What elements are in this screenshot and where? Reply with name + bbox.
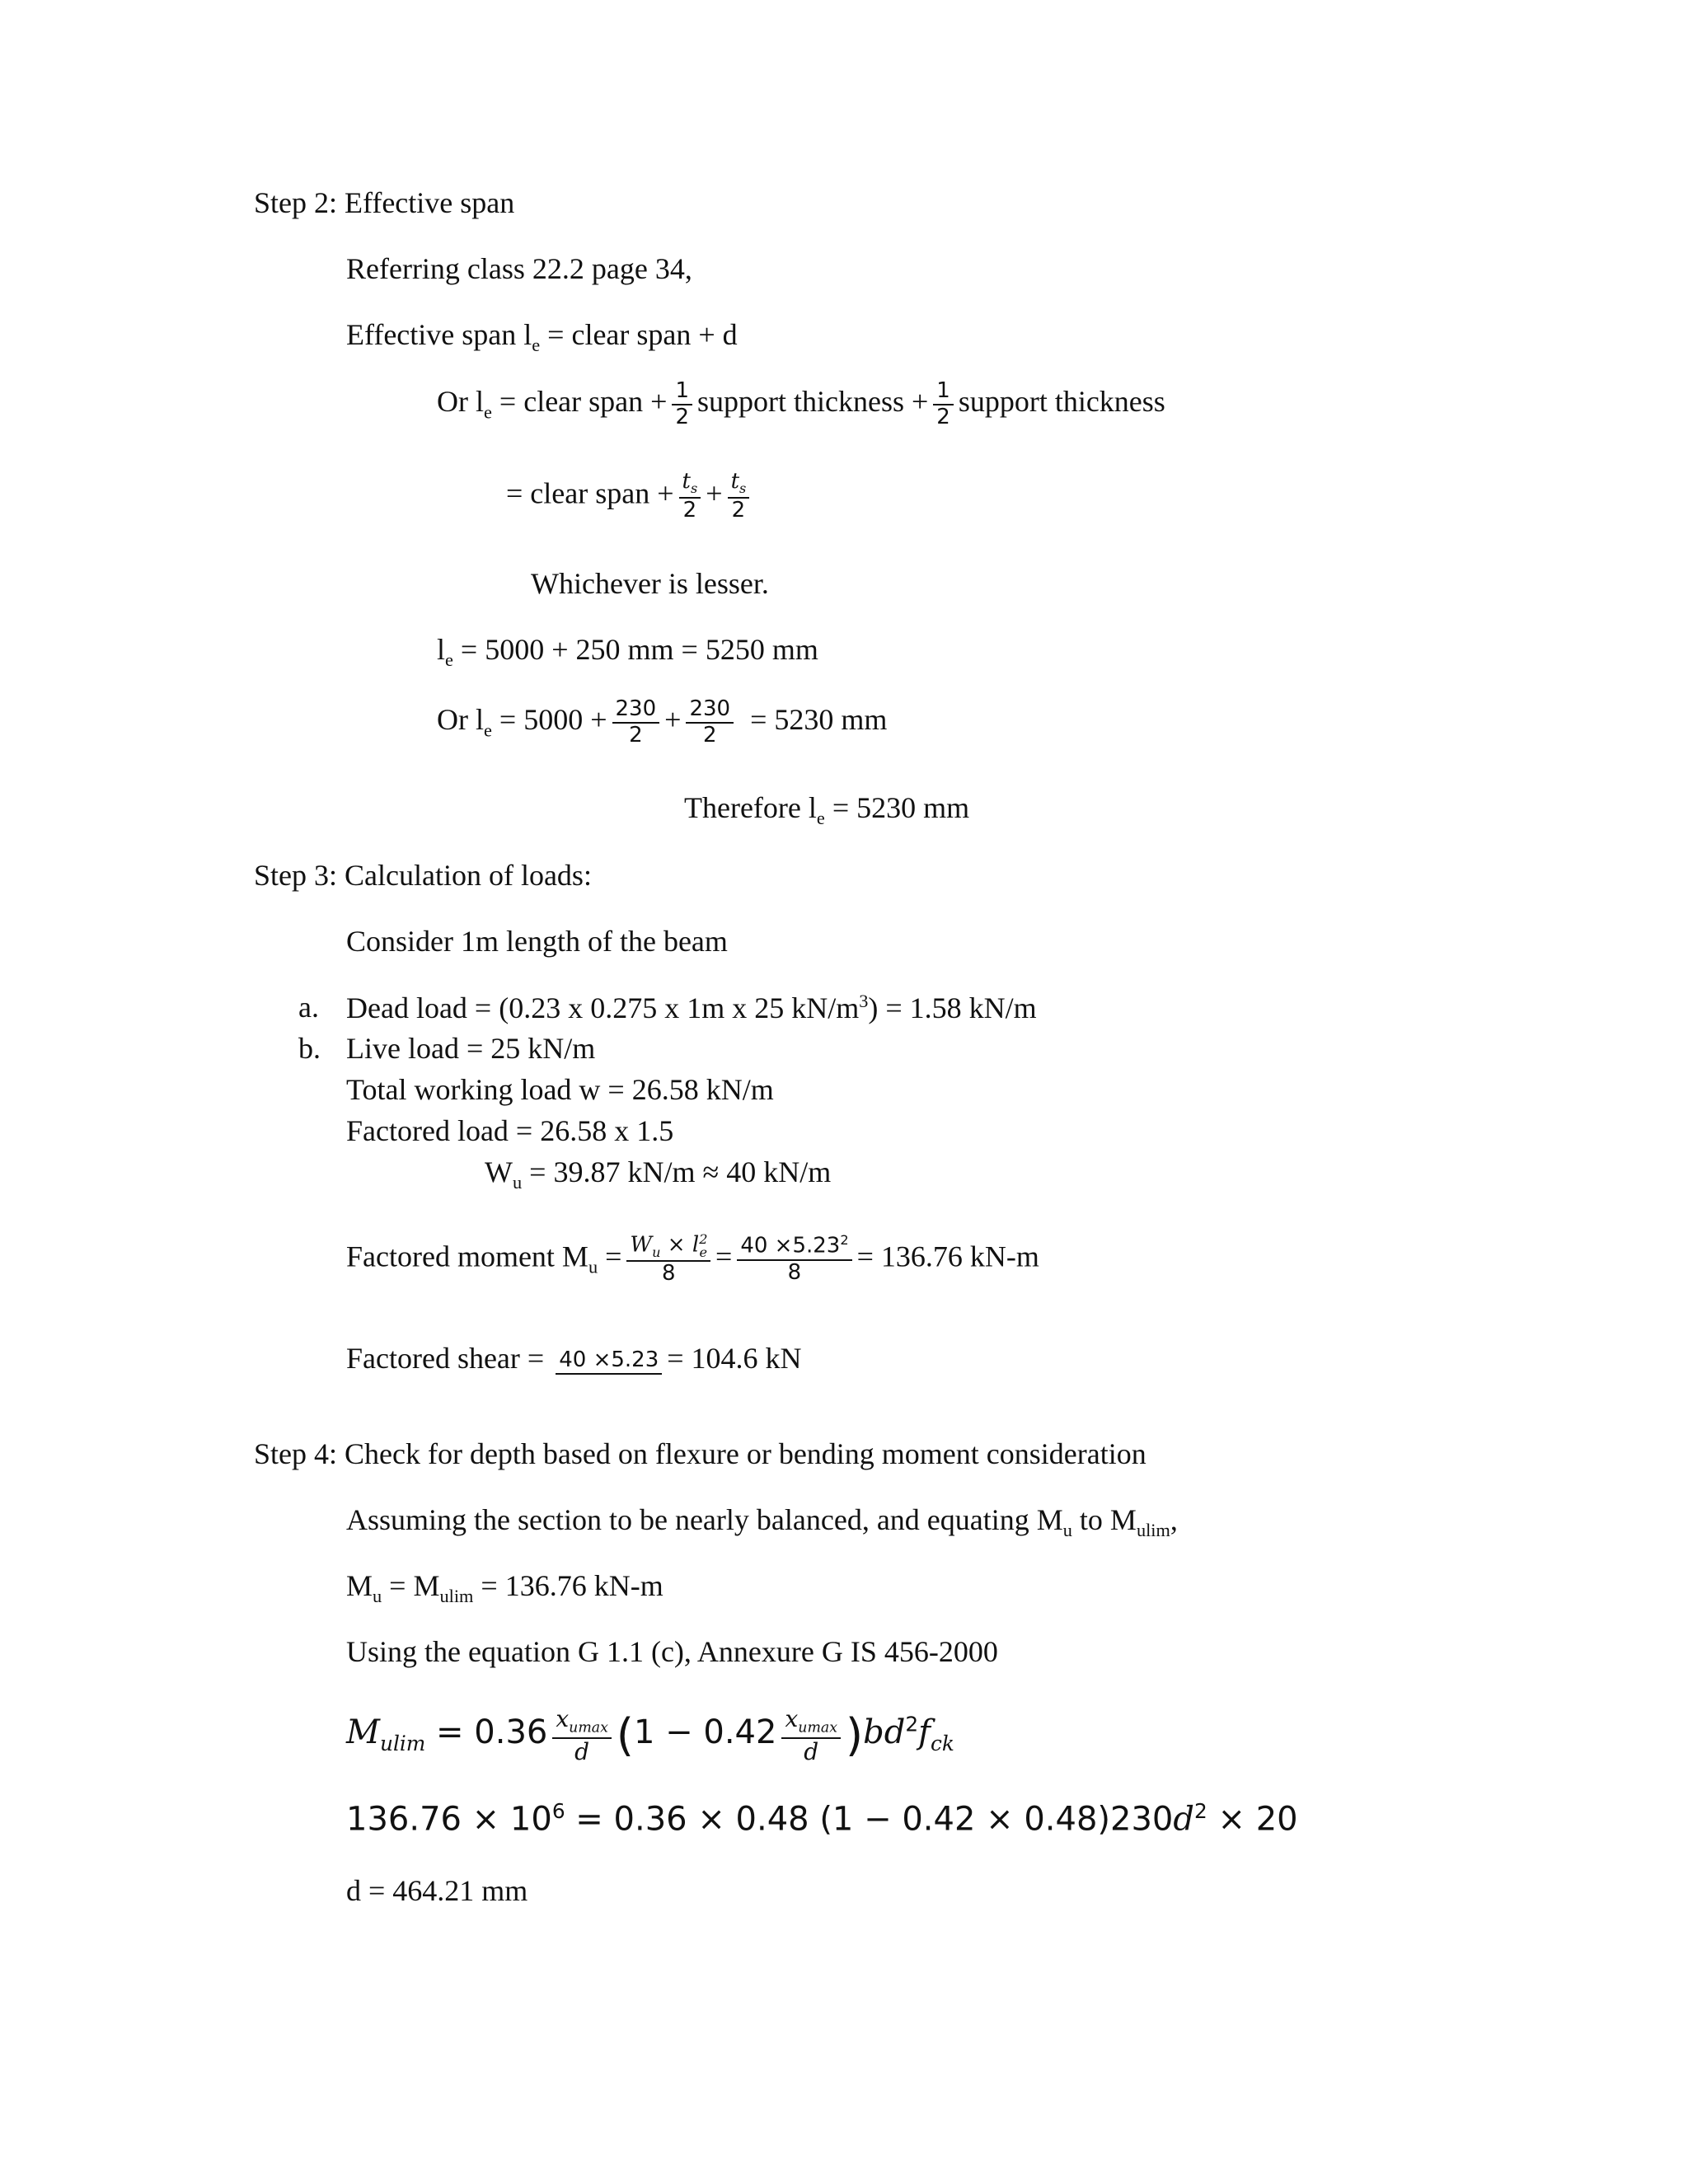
mulim-formula: $M_{ulim} = 0.36$ $\frac{x_{umax}}{d}$ (1 − 0.42 $\frac{x_{umax}}{d}$ )$bd^2f_{ck}$ <box>346 1705 954 1765</box>
consider-line: Consider 1m length of the beam <box>346 925 728 958</box>
whichever-lesser: Whichever is lesser. <box>531 567 769 600</box>
factored-load: Factored load = 26.58 x 1.5 <box>346 1114 674 1147</box>
xumax-fraction: $\frac{x_{umax}}{d}$ <box>552 1706 612 1765</box>
ts-fraction: $\frac{t_s}{2}$ <box>679 470 701 523</box>
total-working-load: Total working load w = 26.58 kN/m <box>346 1073 774 1106</box>
ts-fraction: $\frac{t_s}{2}$ <box>728 470 750 523</box>
le-5230-line: Or $l_e = 5000$ + $\frac{230}{2}$ + $\frac{230}{2}$ = 5230 mm <box>437 696 888 748</box>
shear-fraction: 40 ×5.23 <box>556 1348 662 1375</box>
depth-result: d = 464.21 mm <box>346 1874 528 1907</box>
moment-fraction: $\frac{W_u \times l^2_e}{8}$ <box>626 1232 710 1286</box>
step2-heading: Step 2: Effective span <box>254 186 515 219</box>
numeric-equation: $136.76 \times 10^6 = 0.36 \times 0.48$ $(1 - 0.42 \times 0.48)230d^2 \times 20$ <box>346 1799 1298 1839</box>
effective-span-line: Effective span $l_e$ = clear span + d <box>346 318 738 356</box>
assuming-line: Assuming the section to be nearly balanced, and equating $M_u$ to $M_{ulim}$, <box>346 1503 1178 1541</box>
or-le-support-line: Or $l_e$ = clear span + $\frac{1}{2}$ support thickness + $\frac{1}{2}$ support thickness <box>437 378 1165 429</box>
xumax-fraction: $\frac{x_{umax}}{d}$ <box>781 1706 841 1765</box>
wu-line: $W_u = 39.87$ kN/m ≈ 40 kN/m <box>485 1155 832 1193</box>
230-fraction: $\frac{230}{2}$ <box>686 697 734 748</box>
230-fraction: $\frac{230}{2}$ <box>612 697 660 748</box>
step3-heading: Step 3: Calculation of loads: <box>254 859 592 892</box>
using-equation-line: Using the equation G 1.1 (c), Annexure G IS 456-2000 <box>346 1635 998 1668</box>
step2-reference: Referring class 22.2 page 34, <box>346 252 692 285</box>
mu-mulim-line: $M_u = M_{ulim} = 136.76$ kN-m <box>346 1569 663 1607</box>
dead-load-line: Dead load = (0.23 x 0.275 x 1m x 25 $kN/m^3) = 1.58$ kN/m <box>346 991 1037 1024</box>
factored-moment-line: Factored moment $M_u$ = $\frac{W_u \times l^2_e}{8}$ = $\frac{40 \times 5.23^2}{8}$ = 136.76 kN-m <box>346 1231 1039 1286</box>
live-load-line: Live load = 25 kN/m <box>346 1032 596 1065</box>
half-fraction: $\frac{1}{2}$ <box>672 379 692 430</box>
dead-load-marker: a. <box>298 991 319 1024</box>
therefore-le-line: Therefore $l_e = 5230$ mm <box>684 791 970 829</box>
live-load-marker: b. <box>298 1032 321 1065</box>
clear-span-ts-line: = clear span + $\frac{t_s}{2}$ + $\frac{t_s}{2}$ <box>506 470 754 523</box>
half-fraction: $\frac{1}{2}$ <box>933 379 954 430</box>
step4-heading: Step 4: Check for depth based on flexure or bending moment consideration <box>254 1437 1146 1470</box>
moment-value-fraction: $\frac{40 \times 5.23^2}{8}$ <box>737 1233 851 1285</box>
factored-shear-line: Factored shear = 40 ×5.23 = 104.6 kN <box>346 1342 802 1375</box>
le-5250-line: $l_e = 5000 + 250$ mm = 5250 mm <box>437 633 818 671</box>
